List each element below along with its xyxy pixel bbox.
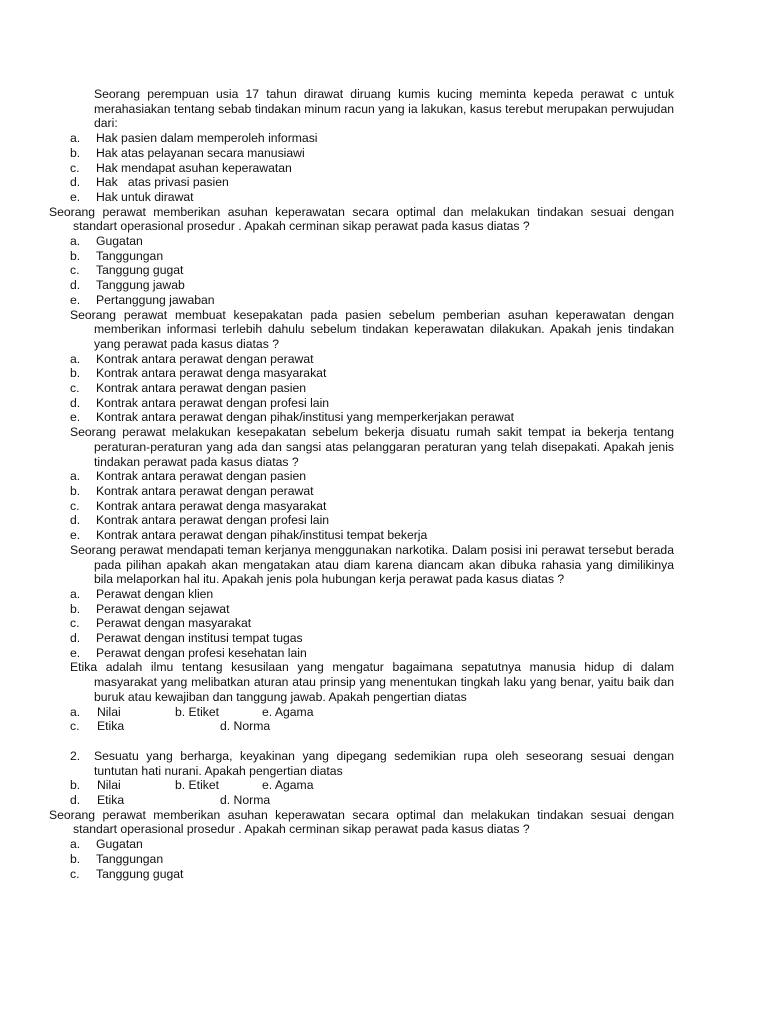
option-text: Kontrak antara perawat denga masyarakat (96, 498, 327, 513)
option-letter: e. (70, 528, 81, 543)
question-text: Seorang perawat membuat kesepakatan pada pasien sebelum pemberian asuhan keperawatan dengan memberikan informasi terlebih dahulu sebelum tindakan keperawatan dilakukan. Apakah jenis tindakan yang perawat pada kasus diatas ? (70, 307, 674, 351)
option-c (70, 616, 674, 631)
option-text: Etika (97, 793, 125, 808)
option-e (70, 293, 674, 308)
option-text: Gugatan (96, 837, 143, 852)
option-text: Kontrak antara perawat dengan perawat (96, 351, 314, 366)
option-letter: e. (70, 410, 81, 425)
option-c (70, 381, 674, 396)
option-letter: a. (70, 234, 81, 249)
question-4 (70, 425, 674, 543)
option-letter: c. (70, 719, 80, 734)
option-text: Perawat dengan klien (96, 586, 214, 601)
option-letter: a. (70, 837, 81, 852)
option-text: Gugatan (96, 234, 143, 249)
option-letter: e. (70, 189, 81, 204)
option-letter: a. (70, 131, 81, 146)
option-text: Perawat dengan masyarakat (96, 616, 252, 631)
option-text: e. Agama (262, 704, 314, 719)
option-d (70, 631, 674, 646)
option-letter: c. (70, 498, 80, 513)
option-letter: c. (70, 866, 80, 881)
option-text: Hak atas privasi pasien (96, 175, 229, 190)
option-d (70, 396, 674, 411)
question-text: Seorang perawat mendapati teman kerjanya menggunakan narkotika. Dalam posisi ini perawat tersebut berada pada pilihan apakah akan mengatakan atau diam karena diancam akan dibuka rahasia yang dimilikinya bila melaporkan hal itu. Apakah jenis pola hubungan kerja perawat pada kasus diatas ? (70, 542, 674, 587)
option-text: Kontrak antara perawat dengan profesi lain (96, 395, 330, 410)
option-row (70, 778, 674, 793)
option-a (70, 837, 674, 852)
option-a (70, 469, 674, 484)
option-a (70, 352, 674, 367)
option-d (70, 278, 674, 293)
option-letter: b. (70, 778, 81, 793)
question-text: Seorang perawat memberikan asuhan keperawatan secara optimal dan melakukan tindakan sesuai dengan standart operasional prosedur . Apakah cerminan sikap perawat pada kasus diatas ? (49, 204, 674, 234)
option-text: d. Norma (220, 793, 271, 808)
option-text: Kontrak antara perawat denga masyarakat (96, 366, 327, 381)
question-text (70, 749, 674, 778)
option-text: Tanggungan (96, 248, 164, 263)
option-text: Nilai (97, 778, 121, 793)
question-2 (49, 204, 674, 308)
option-letter: e. (70, 292, 81, 307)
option-row (70, 705, 674, 720)
option-a (70, 234, 674, 249)
option-text: Kontrak antara perawat dengan pasien (96, 381, 307, 396)
option-text: Perawat dengan profesi kesehatan lain (96, 645, 307, 660)
option-letter: d. (70, 513, 81, 528)
option-text: Etika (97, 719, 125, 734)
question-text: Seorang perempuan usia 17 tahun dirawat diruang kumis kucing meminta kepeda perawat c untuk merahasiakan tentang sebab tindakan minum racun yang ia lakukan, kasus terebut merupakan perwujudan dari: (94, 87, 674, 131)
option-text: Kontrak antara perawat dengan pihak/institusi yang memperkerjakan perawat (96, 410, 514, 425)
option-letter: a. (70, 704, 81, 719)
option-text: Kontrak antara perawat dengan pasien (96, 469, 307, 484)
option-e (70, 190, 674, 205)
option-text: b. Etiket (175, 778, 220, 793)
question-number: 2. (70, 748, 81, 763)
option-b (70, 852, 674, 867)
question-6 (70, 660, 674, 734)
option-e (70, 410, 674, 425)
blank-line (70, 734, 674, 749)
question-text: Seorang perawat memberikan asuhan keperawatan secara optimal dan melakukan tindakan sesuai dengan standart operasional prosedur . Apakah cerminan sikap perawat pada kasus diatas ? (49, 807, 674, 837)
option-letter: d. (70, 631, 81, 646)
option-letter: b. (70, 851, 81, 866)
option-letter: c. (70, 616, 80, 631)
question-text: Etika adalah ilmu tentang kesusilaan yang mengatur bagaimana sepatutnya manusia hidup di dalam masyarakat yang melibatkan aturan atau prinsip yang menentukan tingkah laku yang benar, yaitu baik dan buruk atau kewajiban dan tanggung jawab. Apakah pengertian diatas (70, 660, 674, 704)
option-c (70, 867, 674, 882)
question-5 (70, 543, 674, 661)
option-d (70, 513, 674, 528)
option-letter: a. (70, 586, 81, 601)
option-text: Kontrak antara perawat dengan perawat (96, 483, 314, 498)
option-letter: b. (70, 601, 81, 616)
option-text: Pertanggung jawaban (96, 292, 215, 307)
question-7 (70, 749, 674, 808)
option-b (70, 484, 674, 499)
option-row (70, 793, 674, 808)
option-text: Hak mendapat asuhan keperawatan (96, 160, 292, 175)
option-c (70, 263, 674, 278)
option-text: b. Etiket (175, 704, 220, 719)
option-text: d. Norma (220, 719, 271, 734)
question-body: Sesuatu yang berharga, keyakinan yang dipegang sedemikian rupa oleh seseorang sesuai dengan tuntutan hati nurani. Apakah pengertian diatas (94, 748, 674, 778)
option-text: Hak untuk dirawat (96, 189, 194, 204)
question-1 (70, 87, 674, 205)
option-letter: c. (70, 381, 80, 396)
option-letter: a. (70, 469, 81, 484)
option-text: Hak atas pelayanan secara manusiawi (96, 145, 305, 160)
option-letter: d. (70, 278, 81, 293)
option-letter: e. (70, 645, 81, 660)
option-a (70, 131, 674, 146)
option-row (70, 719, 674, 734)
option-text: Kontrak antara perawat dengan profesi lain (96, 513, 330, 528)
option-d (70, 175, 674, 190)
option-b (70, 366, 674, 381)
option-text: Tanggung gugat (96, 263, 184, 278)
option-e (70, 646, 674, 661)
option-letter: b. (70, 366, 81, 381)
option-letter: c. (70, 263, 80, 278)
option-text: Tanggung gugat (96, 866, 184, 881)
option-letter: d. (70, 175, 81, 190)
option-letter: d. (70, 793, 81, 808)
option-text: Tanggungan (96, 851, 164, 866)
option-text: Hak pasien dalam memperoleh informasi (96, 131, 318, 146)
option-a (70, 587, 674, 602)
option-b (70, 146, 674, 161)
option-letter: b. (70, 145, 81, 160)
option-text: Perawat dengan sejawat (96, 601, 230, 616)
option-text: Perawat dengan institusi tempat tugas (96, 631, 303, 646)
option-letter: b. (70, 483, 81, 498)
option-c (70, 499, 674, 514)
option-text: e. Agama (262, 778, 314, 793)
option-text: Kontrak antara perawat dengan pihak/institusi tempat bekerja (96, 528, 428, 543)
option-letter: d. (70, 395, 81, 410)
option-text: Nilai (97, 704, 121, 719)
option-text: Tanggung jawab (96, 278, 185, 293)
question-text: Seorang perawat melakukan kesepakatan sebelum bekerja disuatu rumah sakit tempat ia bekerja tentang peraturan-peraturan yang ada dan sangsi atas pelanggaran peraturan yang telah disepakati. Apakah jenis tindakan perawat pada kasus diatas ? (70, 425, 674, 469)
question-8 (49, 807, 674, 882)
option-b (70, 249, 674, 264)
question-3 (70, 308, 674, 426)
option-e (70, 528, 674, 543)
option-letter: a. (70, 351, 81, 366)
option-letter: c. (70, 160, 80, 175)
option-c (70, 161, 674, 176)
option-b (70, 602, 674, 617)
option-letter: b. (70, 248, 81, 263)
